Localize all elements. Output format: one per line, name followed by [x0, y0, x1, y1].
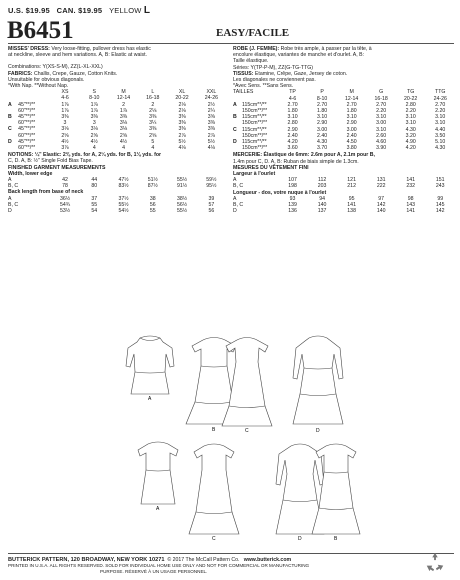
- yardage-value: 3⅛: [119, 120, 128, 127]
- measurement-value: 222: [376, 183, 386, 190]
- yardage-value: 3.10: [435, 114, 446, 121]
- view-letter: A: [233, 101, 237, 108]
- measurement-value: 95½: [206, 183, 217, 190]
- fabric-width: 45"**/**: [18, 138, 36, 145]
- yardage-value: 3⅜: [207, 120, 215, 127]
- price-us: U.S. $19.95: [8, 6, 50, 15]
- fr-nap: *Avec Sens. **Sans Sens.: [233, 83, 294, 90]
- yardage-value: 4½: [119, 138, 128, 145]
- yardage-value: 3⅜: [178, 114, 186, 121]
- yardage-value: 4.30: [405, 126, 416, 133]
- yardage-value: 2⅞: [207, 132, 215, 139]
- measurement-value: 212: [347, 183, 356, 190]
- yardage-value: 5½: [207, 138, 215, 145]
- measurement-value: 55: [149, 208, 156, 215]
- yardage-value: 2.40: [287, 132, 298, 139]
- view-letter: C: [8, 126, 12, 133]
- measurement-value: 54: [91, 208, 98, 215]
- size-label: L: [151, 89, 155, 96]
- view-a-back-label: A: [156, 506, 160, 512]
- yardage-value: 2.40: [317, 132, 328, 139]
- measurement-value: 141: [406, 208, 416, 215]
- yardage-value: 2.80: [287, 120, 298, 127]
- view-b-back-drawing: [312, 444, 360, 534]
- fabric-width: 45"**/**: [18, 101, 36, 108]
- measurement-value: 97: [378, 195, 385, 202]
- view-b-back-label: B: [334, 536, 338, 542]
- fr-finished-title: MESURES DU VÊTEMENT FINI: [233, 164, 309, 171]
- measurement-value: 83½: [118, 183, 129, 190]
- fabric-width-value: 150cm**/**: [242, 145, 268, 152]
- measurement-value: 137: [317, 208, 327, 215]
- measurement-value: 91½: [177, 183, 188, 190]
- size-label: S: [92, 89, 96, 96]
- yardage-value: 4: [122, 145, 125, 152]
- yardage-value: 2.40: [346, 132, 357, 139]
- measurement-value: 56: [208, 208, 215, 215]
- yardage-value: 1⅞: [90, 101, 98, 108]
- yardage-value: 1⅞: [61, 101, 69, 108]
- yardage-value: 3⅞: [61, 145, 69, 152]
- measurement-value: 36½: [59, 195, 71, 202]
- yardage-value: 3.00: [317, 126, 328, 133]
- size-label: P: [320, 89, 324, 96]
- fabric-width-value: 150cm**/**: [242, 132, 268, 139]
- yardage-value: 3.10: [376, 126, 387, 133]
- french-column: [233, 46, 455, 214]
- view-d-back-label: D: [298, 536, 302, 542]
- view-letter: D: [233, 208, 237, 215]
- yardage-value: 3: [63, 120, 67, 127]
- yardage-value: 2.90: [346, 120, 357, 127]
- price-can: CAN. $19.95: [56, 6, 103, 15]
- view-letter: A: [8, 101, 12, 108]
- en-width-lower: Width, lower edge: [8, 170, 53, 177]
- fabric-width: 60"**/**: [18, 120, 36, 127]
- yardage-value: 4.30: [317, 139, 328, 146]
- fabric-width-value: 150cm**/**: [242, 120, 268, 127]
- measurement-value: 44: [91, 177, 98, 184]
- yardage-value: 3.10: [287, 114, 298, 121]
- yardage-value: 3⅜: [178, 126, 186, 133]
- view-letter: A: [8, 195, 12, 202]
- yardage-value: 3.90: [376, 145, 387, 152]
- yardage-value: 4.60: [376, 139, 387, 146]
- measurement-value: 99: [437, 195, 444, 202]
- yardage-value: 1⅞: [90, 107, 98, 114]
- fabric-width-value: 115cm**/**: [242, 139, 267, 146]
- yardage-value: 3.80: [346, 145, 357, 152]
- view-letter: [8, 145, 18, 151]
- yardage-value: 3⅛: [119, 126, 128, 133]
- yardage-value: 3⅜: [178, 120, 186, 127]
- size-label: M: [349, 89, 354, 96]
- view-d-label: D: [316, 428, 320, 434]
- size-label: XL: [178, 89, 186, 96]
- yardage-value: 4.20: [287, 139, 298, 146]
- size-label: TG: [407, 89, 415, 96]
- fr-description: ROBE (J. FEMME): Robe très ample, à passer par la tête, à encolure élastique, variantes de manche et d'ourlet. A, B: Taille élastique.: [233, 46, 372, 65]
- yardage-value: 3.00: [376, 120, 387, 127]
- footer-address: BUTTERICK PATTERN, 120 BROADWAY, NEW YORK 10271: [8, 557, 165, 563]
- yardage-value: 3.10: [405, 114, 416, 121]
- pattern-number: B6451: [7, 17, 74, 44]
- yardage-value: 2¼: [207, 107, 215, 114]
- view-c-label: C: [245, 428, 249, 434]
- view-letter: B: [8, 114, 12, 121]
- view-a-front-drawing: [126, 336, 174, 394]
- measurement-value: 55: [91, 201, 98, 208]
- view-letter: B: [233, 114, 237, 121]
- measurement-value: 80: [91, 183, 98, 190]
- yardage-value: 4.40: [435, 126, 446, 133]
- fabric-width-value: 115cm**/**: [242, 126, 267, 133]
- footer-printed-fr: PURPOSE. RÉSERVÉ À UN USAGE PERSONNEL.: [100, 569, 208, 575]
- yardage-value: 2½: [207, 101, 215, 108]
- yardage-value: 3: [92, 120, 96, 127]
- size-label: TTG: [435, 89, 446, 96]
- yardage-value: 3⅜: [119, 114, 128, 121]
- view-c-back-label: C: [212, 536, 216, 542]
- measurement-value: 55½: [177, 208, 188, 215]
- size-label: M: [121, 89, 126, 96]
- view-letter: D: [8, 208, 12, 215]
- view-letter: D: [8, 138, 12, 145]
- yardage-value: 3⅜: [90, 114, 98, 121]
- measurement-value: 39: [208, 195, 215, 202]
- yardage-row: [8, 145, 226, 151]
- yardage-value: 2⅛: [149, 107, 157, 114]
- yardage-value: 4: [151, 145, 155, 152]
- en-notions: NOTIONS: ¼" Elastic: 2⅜ yds. for A, 2¼ yds. for B, 1⅛ yds. for C, D. A, B: ½" Single Fold Bias Tape.: [8, 152, 162, 165]
- footer-website: www.butterick.com: [243, 557, 292, 563]
- yardage-value: 3¼: [149, 120, 157, 127]
- measurement-value: 54½: [118, 208, 129, 215]
- view-letter: B, C: [233, 183, 244, 190]
- yardage-value: 2.90: [287, 126, 298, 133]
- measurement-value: 112: [317, 177, 327, 184]
- measurement-value: 38: [149, 195, 156, 202]
- yardage-value: 4⅛: [178, 145, 186, 152]
- measurement-value: 53½: [59, 208, 71, 215]
- yardage-value: 3.10: [376, 114, 387, 121]
- difficulty: EASY/FACILE: [216, 27, 290, 39]
- yardage-value: 2⅛: [178, 101, 186, 108]
- yardage-value: 3.50: [435, 132, 446, 139]
- yardage-value: 3.10: [317, 114, 328, 121]
- size-label: TP: [289, 89, 296, 96]
- footer-copyright: © 2017 The McCall Pattern Co.: [167, 557, 240, 563]
- yardage-value: 4.50: [346, 139, 357, 146]
- measurement-row: [233, 208, 455, 214]
- yardage-value: 2⅞: [178, 132, 186, 139]
- measurement-value: 37½: [118, 195, 129, 202]
- fr-fabrics: TISSUS: Etamine, Crêpe, Gaze, Jersey de coton.: [233, 70, 348, 77]
- view-b-label: B: [212, 427, 216, 433]
- fr-back-length: Longueur - dos, votre nuque à l'ourlet: [233, 189, 327, 196]
- yardage-value: 2⅝: [149, 132, 157, 139]
- yardage-value: 1.80: [346, 108, 357, 115]
- measurement-value: 87½: [147, 183, 158, 190]
- yardage-value: 2.70: [317, 101, 328, 108]
- yardage-value: 2.20: [435, 108, 446, 115]
- yardage-value: 3.20: [405, 132, 416, 139]
- color-code: YELLOW: [109, 6, 142, 15]
- en-yardage-table: [8, 89, 226, 151]
- en-description: MISSES' DRESS: Very loose-fitting, pullover dress has elastic at neckline, sleeve and hem variations. A, B: Elastic at waist.: [8, 46, 151, 59]
- measurement-value: 51½: [147, 177, 158, 184]
- yardage-value: 3.60: [287, 145, 298, 152]
- yardage-value: 5.10: [435, 139, 446, 146]
- yardage-value: 1.80: [317, 108, 328, 115]
- yardage-value: 4: [92, 145, 96, 152]
- measurement-value: 55½: [118, 201, 129, 208]
- footer: [8, 557, 418, 576]
- measurement-value: 42: [62, 177, 68, 184]
- yardage-value: 3⅜: [207, 126, 215, 133]
- fabric-width-value: 150cm**/**: [242, 108, 268, 115]
- yardage-value: 4½: [90, 138, 98, 145]
- measurement-value: 136: [288, 208, 297, 215]
- en-nap: *With Nap. **Without Nap.: [8, 83, 69, 90]
- yardage-row: [233, 145, 455, 151]
- yardage-value: 3⅜: [149, 114, 157, 121]
- yardage-value: 1⅞: [119, 107, 128, 114]
- en-combinations: Combinations: Y(XS-S-M), ZZ(L-XL-XXL): [8, 64, 103, 71]
- fabric-width: 60"**/**: [18, 132, 36, 139]
- measurement-value: 94: [319, 195, 325, 202]
- yardage-value: 3.00: [346, 126, 357, 133]
- yardage-value: 3⅜: [149, 126, 157, 133]
- measurement-value: 143: [406, 202, 416, 209]
- fr-size-header: TAILLES TP P M G TG TTG: [233, 89, 455, 95]
- measurement-value: 78: [62, 183, 68, 190]
- fr-width-table: [233, 177, 455, 189]
- measurement-value: 138: [347, 208, 356, 215]
- view-letter: B, C: [8, 183, 19, 190]
- fabric-width: 60"**/**: [18, 107, 36, 114]
- measurement-value: 141: [347, 202, 356, 209]
- yardage-value: 4½: [61, 138, 69, 145]
- view-letter: A: [233, 177, 237, 184]
- measurement-value: 140: [317, 202, 327, 209]
- size-label: XS: [61, 89, 69, 96]
- measurement-value: 151: [435, 177, 445, 184]
- measurement-value: 59½: [206, 177, 217, 184]
- fabric-width-value: 115cm**/**: [242, 114, 267, 121]
- yardage-value: 2⅛: [178, 107, 186, 114]
- recycle-icon: [424, 551, 446, 573]
- measurement-value: 140: [376, 208, 386, 215]
- view-letter: A: [233, 195, 237, 202]
- yardage-value: 2⅝: [61, 132, 69, 139]
- view-a-back-drawing: [138, 442, 178, 504]
- yardage-value: 2⅝: [90, 132, 98, 139]
- measurement-value: 139: [288, 202, 297, 209]
- measurement-value: 145: [435, 202, 445, 209]
- fr-width-lower: Largeur à l'ourlet: [233, 171, 276, 178]
- yardage-value: 2.70: [346, 101, 357, 108]
- size-label: XXL: [206, 89, 217, 96]
- yardage-value: 2: [151, 101, 155, 108]
- footer-rule: [8, 553, 454, 554]
- measurement-value: 93: [289, 195, 296, 202]
- measurement-row: [8, 208, 226, 214]
- measurement-value: 95: [348, 195, 355, 202]
- yardage-value: 3⅛: [61, 126, 69, 133]
- fr-mercerie: MERCERIE: Élastique de 6mm: 2.6m pour A, 2.1m pour B, 1.4m pour C, D. A, B: Ruban de biais simple de 1.3cm.: [233, 152, 375, 165]
- en-length-table: [8, 196, 226, 215]
- yardage-value: 2.20: [405, 108, 416, 115]
- measurement-value: 47½: [118, 177, 129, 184]
- fr-length-table: [233, 196, 455, 215]
- fabric-width-value: 115cm**/**: [242, 101, 267, 108]
- yardage-value: 3⅜: [61, 114, 69, 121]
- measurement-value: 56: [149, 201, 156, 208]
- measurement-value: 232: [406, 183, 416, 190]
- fabric-width: 45"**/**: [18, 126, 36, 133]
- measurement-value: 198: [288, 183, 297, 190]
- yardage-value: 2.70: [287, 101, 298, 108]
- measurement-value: 131: [376, 177, 386, 184]
- measurement-value: 121: [347, 177, 356, 184]
- fr-yardage-table: [233, 89, 455, 151]
- yardage-value: 4.20: [405, 145, 416, 152]
- yardage-value: 2: [122, 101, 125, 108]
- technical-drawings: [0, 332, 460, 554]
- yardage-value: 4.90: [405, 139, 416, 146]
- fabric-width: [233, 145, 278, 151]
- fabric-width: 45"**/**: [18, 114, 36, 121]
- view-letter: C: [233, 126, 237, 133]
- yardage-value: 3⅛: [90, 126, 98, 133]
- measurement-value: 54¾: [59, 201, 71, 208]
- yardage-value: 5½: [178, 138, 186, 145]
- fabric-width: 60"**/**: [18, 145, 36, 152]
- measurement-value: 55½: [177, 177, 188, 184]
- measurement-value: 142: [435, 208, 445, 215]
- measurement-value: 141: [406, 177, 416, 184]
- yardage-value: 2⅝: [119, 132, 128, 139]
- price-line: [8, 5, 150, 16]
- view-a-label: A: [148, 396, 152, 402]
- measurement-value: 107: [288, 177, 297, 184]
- yardage-value: 2.90: [317, 120, 328, 127]
- yardage-value: 2.70: [376, 101, 387, 108]
- view-letter: A: [8, 177, 12, 184]
- en-unsuitable: Unsuitable for obvious diagonals.: [8, 76, 85, 83]
- yardage-value: 2.80: [405, 101, 416, 108]
- measurement-value: 37: [91, 195, 98, 202]
- yardage-value: 1.80: [287, 108, 298, 115]
- view-c-back-drawing: [189, 444, 239, 534]
- yardage-value: 4.30: [435, 145, 446, 152]
- fr-size-nums: 4-6 8-10 12-14 16-18 20-22 24-26: [288, 95, 447, 102]
- header-rule: [8, 43, 454, 44]
- letter-code: L: [143, 5, 151, 16]
- yardage-value: 1⅞: [61, 107, 69, 114]
- view-letter: B, C: [233, 202, 244, 209]
- fr-unsuitable: Les diagonales ne conviennent pas.: [233, 77, 316, 84]
- measurement-value: 57: [208, 201, 215, 208]
- measurement-value: 243: [435, 183, 445, 190]
- measurement-value: 203: [317, 183, 327, 190]
- english-column: [8, 46, 226, 214]
- yardage-value: 5: [151, 138, 155, 145]
- measurement-value: 38½: [177, 195, 188, 202]
- measurement-value: 98: [407, 195, 414, 202]
- yardage-value: 2.60: [376, 132, 387, 139]
- en-back-length: Back length from base of neck: [8, 189, 84, 196]
- yardage-value: 2.70: [435, 101, 446, 108]
- en-finished-title: FINISHED GARMENT MEASUREMENTS: [8, 164, 106, 171]
- en-size-nums: 4-6 8-10 12-14 16-18 20-22 24-26: [61, 95, 218, 102]
- footer-printed-en: PRINTED IN U.S.A. ALL RIGHTS RESERVED. SOLD FOR INDIVIDUAL HOME USE ONLY AND NOT FOR COMMERCIAL OR MANUFACTURING: [8, 563, 310, 569]
- yardage-value: 3.10: [435, 120, 446, 127]
- yardage-value: 2.20: [376, 108, 387, 115]
- view-d-front-drawing: [293, 336, 343, 424]
- yardage-value: 3.10: [405, 120, 416, 127]
- fr-combinations: Séries: Y(TP-P-M), ZZ(G-TG-TTG): [233, 64, 314, 71]
- yardage-value: 3.10: [346, 114, 357, 121]
- measurement-value: 56½: [177, 201, 188, 208]
- yardage-value: 3⅝: [207, 114, 215, 121]
- measurement-value: 142: [376, 202, 386, 209]
- en-width-table: [8, 177, 226, 189]
- size-label: G: [379, 89, 384, 96]
- yardage-value: 3.70: [317, 145, 328, 152]
- yardage-value: 4⅛: [207, 145, 215, 152]
- en-fabrics: FABRICS: Challis, Crepe, Gauze, Cotton Knits.: [8, 70, 118, 77]
- view-letter: D: [233, 139, 237, 146]
- view-letter: B, C: [8, 201, 19, 208]
